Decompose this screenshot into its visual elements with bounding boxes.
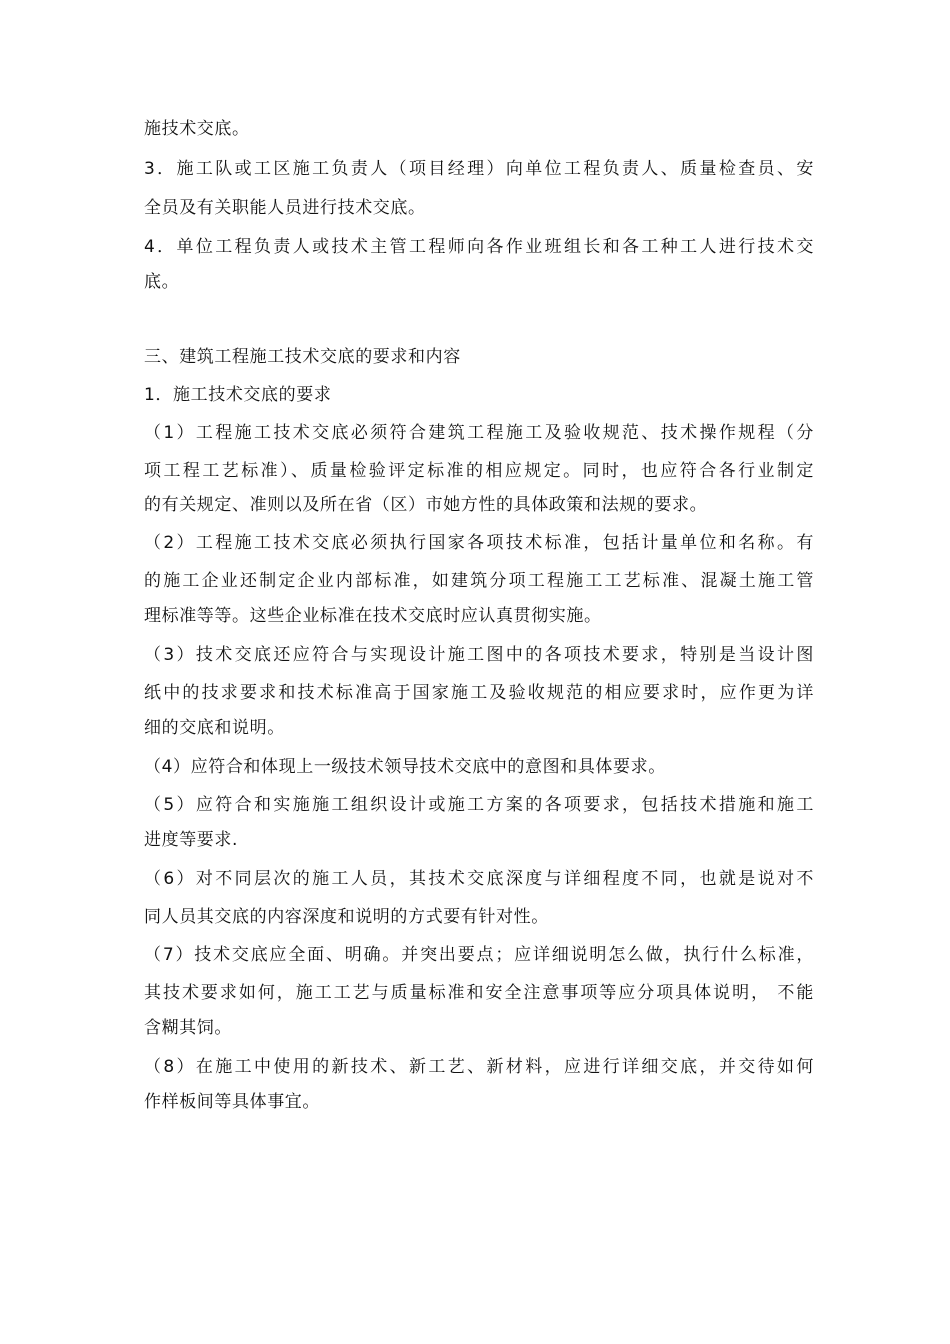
text-line: 细的交底和说明。 — [144, 718, 285, 738]
text-line: 其技术要求如何，施工工艺与质量标准和安全注意事项等应分项具体说明， 不能 — [144, 983, 814, 1003]
text-line: 4．单位工程负责人或技术主管工程师向各作业班组长和各工种工人进行技术交 — [144, 237, 814, 257]
text-line: 含糊其饲。 — [144, 1018, 232, 1038]
text-line: （2）工程施工技术交底必须执行国家各项技术标准，包括计量单位和名称。有 — [144, 533, 814, 553]
text-line: 理标准等等。这些企业标准在技术交底时应认真贯彻实施。 — [144, 606, 602, 626]
text-line: 进度等要求. — [144, 830, 239, 850]
text-line: （1）工程施工技术交底必须符合建筑工程施工及验收规范、技术操作规程（分 — [144, 423, 814, 443]
text-line: 的施工企业还制定企业内部标准，如建筑分项工程施工工艺标准、混凝土施工管 — [144, 571, 814, 591]
text-line: 全员及有关职能人员进行技术交底。 — [144, 198, 426, 218]
text-line: 底。 — [144, 272, 180, 292]
text-line: （8）在施工中使用的新技术、新工艺、新材料，应进行详细交底，并交待如何 — [144, 1057, 814, 1077]
text-line: （4）应符合和体现上一级技术领导技术交底中的意图和具体要求。 — [144, 757, 666, 777]
text-line: 施技术交底。 — [144, 119, 250, 139]
text-line: 项工程工艺标准）、质量检验评定标准的相应规定。同时，也应符合各行业制定 — [144, 461, 814, 481]
text-line: 作样板间等具体事宜。 — [144, 1092, 320, 1112]
text-line: 同人员其交底的内容深度和说明的方式要有针对性。 — [144, 907, 549, 927]
text-line: （3）技术交底还应符合与实现设计施工图中的各项技术要求，特别是当设计图 — [144, 645, 814, 665]
text-line: （7）技术交底应全面、明确。并突出要点；应详细说明怎么做，执行什么标准， — [144, 945, 814, 965]
subsection-heading: 1．施工技术交底的要求 — [144, 385, 332, 405]
text-line: （5）应符合和实施施工组织设计或施工方案的各项要求，包括技术措施和施工 — [144, 795, 814, 815]
section-heading: 三、建筑工程施工技术交底的要求和内容 — [144, 347, 461, 367]
text-line: 的有关规定、准则以及所在省（区）市她方性的具体政策和法规的要求。 — [144, 495, 708, 515]
text-line: 纸中的技求要求和技术标准高于国家施工及验收规范的相应要求时，应作更为详 — [144, 683, 814, 703]
text-line: （6）对不同层次的施工人员，其技术交底深度与详细程度不同，也就是说对不 — [144, 869, 814, 889]
text-line: 3．施工队或工区施工负责人（项目经理）向单位工程负责人、质量检查员、安 — [144, 159, 814, 179]
